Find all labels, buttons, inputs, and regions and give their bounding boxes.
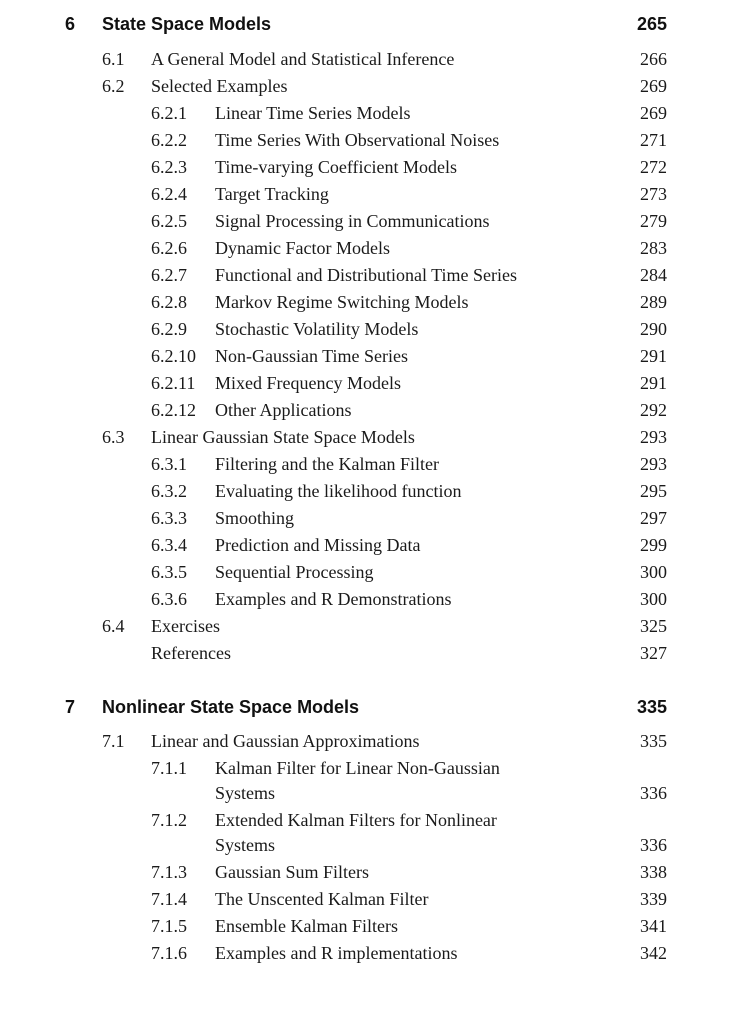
toc-page-number: 290 [640,319,667,339]
toc-subsection-row [0,755,730,781]
toc-page-number: 327 [640,643,667,663]
toc-number: 6.3.6 [151,589,187,609]
toc-title: Exercises [151,616,220,636]
toc-number: 6.2 [102,76,125,96]
toc-subsection-row [0,181,730,207]
toc-title: Stochastic Volatility Models [215,319,419,339]
toc-page-number: 293 [640,454,667,474]
toc-title: References [151,643,231,663]
toc-subsection-row [0,559,730,585]
toc-number: 6.2.4 [151,184,187,204]
toc-title: Ensemble Kalman Filters [215,916,398,936]
toc-subsection-row [0,262,730,288]
toc-number: 6.2.6 [151,238,187,258]
toc-number: 6.2.7 [151,265,187,285]
toc-page-number: 265 [636,14,667,34]
toc-page-number: 271 [640,130,667,150]
toc-page-number: 273 [640,184,667,204]
toc-page-number: 283 [640,238,667,258]
toc-subsection-row [0,586,730,612]
toc-page-number: 336 [640,835,667,855]
toc-number: 6.3.4 [151,535,187,555]
toc-page-number: 335 [640,731,667,751]
toc-number: 6.2.9 [151,319,187,339]
toc-title: Kalman Filter for Linear Non-Gaussian [215,758,500,778]
toc-title: Examples and R Demonstrations [215,589,452,609]
toc-number: 7.1.6 [151,943,187,963]
toc-subsection-row [0,370,730,396]
toc-number: 6.3 [102,427,125,447]
toc-number: 6.3.5 [151,562,187,582]
toc-page-number: 300 [640,589,667,609]
toc-number: 7.1.1 [151,758,187,778]
toc-title: Linear Gaussian State Space Models [151,427,415,447]
toc-title: Markov Regime Switching Models [215,292,469,312]
toc-title: Nonlinear State Space Models [102,697,360,717]
toc-title: Filtering and the Kalman Filter [215,454,439,474]
toc-number: 6.1 [102,49,125,69]
toc-number: 6.2.12 [151,400,196,420]
toc-title: Sequential Processing [215,562,374,582]
toc-number: 6.2.8 [151,292,187,312]
toc-title: Mixed Frequency Models [215,373,401,393]
toc-page-number: 293 [640,427,667,447]
toc-section-row [0,46,730,72]
toc-page-number: 269 [640,76,667,96]
toc-subsection-row [0,940,730,966]
toc-title: Linear and Gaussian Approximations [151,731,420,751]
toc-subsection-row [0,832,730,858]
toc-page-number: 292 [640,400,667,420]
toc-subsection-row [0,154,730,180]
toc-subsection-row [0,208,730,234]
toc-section-row [0,613,730,639]
toc-subsection-row [0,397,730,423]
toc-title: Signal Processing in Communications [215,211,490,231]
toc-subsection-row [0,780,730,806]
toc-page-number: 341 [640,916,667,936]
toc-title: Gaussian Sum Filters [215,862,370,882]
toc-page-number: 325 [640,616,667,636]
toc-subsection-row [0,886,730,912]
toc-title: Non-Gaussian Time Series [215,346,408,366]
toc-title: Time Series With Observational Noises [215,130,500,150]
toc-title: The Unscented Kalman Filter [215,889,429,909]
toc-subsection-row [0,478,730,504]
toc-page-number: 284 [640,265,667,285]
toc-page-number: 299 [640,535,667,555]
toc-number: 6.3.1 [151,454,187,474]
toc-number: 7.1.2 [151,810,187,830]
toc-page-number: 342 [640,943,667,963]
toc-subsection-row [0,235,730,261]
toc-number: 6.3.2 [151,481,187,501]
toc-number: 7.1 [102,731,125,751]
toc-subsection-row [0,289,730,315]
toc-chapter-row [0,11,730,37]
toc-title: Prediction and Missing Data [215,535,421,555]
toc-title: A General Model and Statistical Inference [151,49,455,69]
toc-number: 6.2.5 [151,211,187,231]
toc-title: Smoothing [215,508,295,528]
toc-number: 6.2.11 [151,373,196,393]
toc-subsection-row [0,505,730,531]
toc-title: Examples and R implementations [215,943,458,963]
toc-subsection-row [0,127,730,153]
toc-page-number: 295 [640,481,667,501]
toc-page-number: 335 [636,697,667,717]
toc-subsection-row [0,859,730,885]
toc-page-number: 269 [640,103,667,123]
toc-number: 6.3.3 [151,508,187,528]
toc-title: Selected Examples [151,76,288,96]
toc-page-number: 336 [640,783,667,803]
toc-page-number: 266 [640,49,667,69]
toc-number: 7 [65,697,76,717]
toc-number: 7.1.4 [151,889,187,909]
toc-number: 6 [65,14,76,34]
toc-page-number: 338 [640,862,667,882]
toc-title: Time-varying Coefficient Models [215,157,457,177]
toc-subsection-row [0,532,730,558]
toc-page-number: 297 [640,508,667,528]
toc-title: Target Tracking [215,184,329,204]
toc-number: 6.2.10 [151,346,196,366]
toc-title: Evaluating the likelihood function [215,481,462,501]
toc-section-row [0,424,730,450]
toc-page-number: 291 [640,346,667,366]
toc-page-number: 272 [640,157,667,177]
toc-title: Other Applications [215,400,352,420]
toc-subsection-row [0,343,730,369]
toc-page-number: 289 [640,292,667,312]
toc-section-row [0,640,730,666]
toc-page-number: 300 [640,562,667,582]
toc-number: 6.2.2 [151,130,187,150]
toc-title: State Space Models [102,14,272,34]
toc-number: 6.2.3 [151,157,187,177]
toc-page-number: 291 [640,373,667,393]
toc-title: Functional and Distributional Time Series [215,265,517,285]
toc-number: 7.1.5 [151,916,187,936]
toc-subsection-row [0,316,730,342]
toc-page-number: 279 [640,211,667,231]
toc-number: 6.2.1 [151,103,187,123]
toc-section-row [0,73,730,99]
toc-subsection-row [0,100,730,126]
toc-number: 7.1.3 [151,862,187,882]
toc-subsection-row [0,451,730,477]
toc-section-row [0,728,730,754]
toc-subsection-row [0,807,730,833]
toc-chapter-row [0,694,730,720]
toc-page-number: 339 [640,889,667,909]
toc-title: Systems [215,835,276,855]
toc-subsection-row [0,913,730,939]
toc-title: Systems [215,783,276,803]
toc-title: Extended Kalman Filters for Nonlinear [215,810,497,830]
toc-title: Dynamic Factor Models [215,238,390,258]
toc-title: Linear Time Series Models [215,103,411,123]
toc-number: 6.4 [102,616,125,636]
